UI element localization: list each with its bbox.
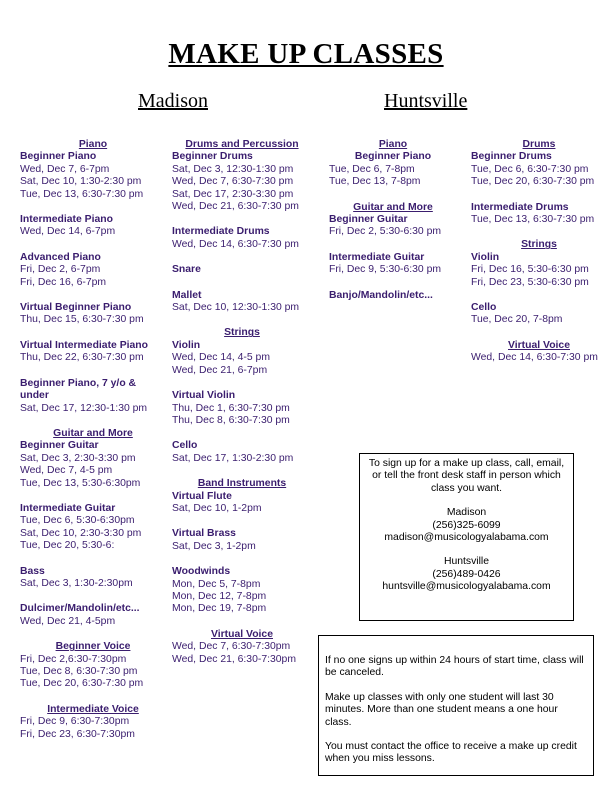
class-entry	[329, 290, 457, 302]
category-drums	[471, 139, 607, 226]
category-piano	[20, 139, 166, 415]
class-name: Bass	[20, 565, 45, 577]
class-name: Beginner Piano, 7 y/o & under	[20, 377, 137, 402]
class-name: Intermediate Guitar	[329, 251, 425, 263]
category-header: Strings	[521, 239, 557, 251]
class-entry	[20, 378, 166, 415]
category-guitar-and-more	[329, 202, 457, 302]
category-header: Beginner Voice	[55, 641, 131, 653]
category-virtual-voice	[471, 340, 607, 365]
class-time: Fri, Dec 9, 6:30-7:30pm	[20, 716, 130, 728]
class-entry	[471, 202, 607, 227]
class-name: Virtual Beginner Piano	[20, 302, 132, 314]
class-entry	[20, 252, 166, 289]
class-time: Fri, Dec 2,6:30-7:30pm	[20, 653, 127, 665]
class-time: Mon, Dec 5, 7-8pm	[172, 578, 261, 590]
signup-madison-email: madison@musicologyalabama.com	[384, 532, 549, 544]
category-band-instruments	[172, 478, 312, 616]
policy-credit: You must contact the office to receive a make up credit when you miss lessons.	[325, 741, 577, 765]
class-name: Woodwinds	[172, 566, 231, 578]
category-header: Drums and Percussion	[185, 139, 299, 150]
class-name: Advanced Piano	[20, 251, 101, 263]
madison-column-1	[20, 139, 166, 754]
class-entry	[20, 566, 166, 591]
class-entry	[20, 603, 166, 628]
class-entry	[172, 290, 312, 315]
class-time: Wed, Dec 14, 6:30-7:30 pm	[172, 238, 299, 250]
category-header: Guitar and More	[353, 201, 433, 213]
class-name: Intermediate Drums	[172, 226, 270, 238]
class-time: Sat, Dec 3, 12:30-1:30 pm	[172, 163, 294, 175]
class-entry	[172, 264, 312, 276]
category-header: Piano	[78, 139, 108, 150]
class-entry	[172, 226, 312, 251]
category-header: Intermediate Voice	[47, 703, 139, 715]
class-entry	[20, 503, 166, 553]
class-time: Wed, Dec 7, 6-7pm	[20, 163, 110, 175]
category-strings	[471, 239, 607, 326]
category-header: Drums	[522, 139, 556, 150]
class-name: Virtual Intermediate Piano	[20, 339, 148, 351]
class-name: Intermediate Drums	[471, 201, 569, 213]
class-name: Beginner Piano	[354, 151, 432, 163]
class-name: Violin	[471, 251, 500, 263]
class-time: Wed, Dec 14, 6:30-7:30 pm	[471, 352, 598, 364]
class-entry	[471, 302, 607, 327]
class-time: Tue, Dec 13, 6:30-7:30 pm	[471, 214, 595, 226]
class-entry	[172, 151, 312, 213]
policy-cancel: If no one signs up within 24 hours of start time, class will be canceled.	[325, 655, 584, 679]
class-time: Wed, Dec 7, 6:30-7:30 pm	[172, 176, 294, 188]
class-time: Sat, Dec 3, 2:30-3:30 pm	[20, 452, 136, 464]
class-time: Fri, Dec 2, 6-7pm	[20, 264, 101, 276]
madison-column-2	[172, 139, 312, 679]
class-name: Beginner Guitar	[20, 440, 99, 452]
class-time: Tue, Dec 20, 6:30-7:30 pm	[20, 678, 144, 690]
class-entry	[471, 252, 607, 289]
class-time: Sat, Dec 17, 12:30-1:30 pm	[20, 402, 148, 414]
class-time: Tue, Dec 8, 6:30-7:30 pm	[20, 666, 138, 677]
category-header: Band Instruments	[197, 478, 287, 490]
category-virtual-voice	[172, 629, 312, 666]
class-time: Tue, Dec 13, 7-8pm	[329, 176, 421, 188]
signup-info-box	[359, 453, 574, 621]
class-time: Wed, Dec 21, 6:30-7:30pm	[172, 653, 296, 665]
class-entry	[329, 252, 457, 277]
signup-huntsville-name: Huntsville	[443, 556, 490, 568]
category-beginner-voice	[20, 641, 166, 691]
class-time: Sat, Dec 3, 1-2pm	[172, 540, 256, 552]
category-drums-and-percussion	[172, 139, 312, 314]
class-time: Wed, Dec 21, 6:30-7:30 pm	[172, 201, 299, 213]
signup-madison-phone: (256)325-6099	[432, 519, 501, 531]
class-time: Tue, Dec 13, 6:30-7:30 pm	[20, 188, 144, 200]
page-title: MAKE UP CLASSES	[168, 38, 444, 70]
class-name: Beginner Guitar	[329, 214, 408, 226]
category-strings	[172, 327, 312, 465]
class-entry	[20, 716, 166, 741]
class-name: Intermediate Guitar	[20, 502, 116, 514]
category-guitar-and-more	[20, 428, 166, 628]
class-time: Sat, Dec 3, 1:30-2:30pm	[20, 577, 133, 589]
class-entry	[471, 352, 607, 364]
class-time: Fri, Dec 9, 5:30-6:30 pm	[329, 264, 442, 276]
class-time: Sat, Dec 10, 1:30-2:30 pm	[20, 176, 142, 188]
class-time: Thu, Dec 8, 6:30-7:30 pm	[172, 414, 290, 426]
class-entry	[172, 340, 312, 377]
class-name: Beginner Piano	[20, 151, 97, 163]
class-time: Tue, Dec 6, 5:30-6:30pm	[20, 515, 135, 527]
class-name: Mallet	[172, 289, 202, 301]
signup-huntsville-phone: (256)489-0426	[432, 568, 501, 580]
class-time: Tue, Dec 13, 5:30-6:30pm	[20, 477, 141, 489]
class-name: Violin	[172, 339, 201, 351]
class-entry	[20, 340, 166, 365]
class-time: Sat, Dec 10, 12:30-1:30 pm	[172, 302, 300, 314]
class-entry	[329, 151, 457, 188]
class-time: Tue, Dec 20, 5:30-6:	[20, 540, 115, 552]
class-time: Wed, Dec 21, 6-7pm	[172, 364, 268, 376]
class-time: Thu, Dec 1, 6:30-7:30 pm	[172, 402, 290, 414]
category-header: Virtual Voice	[508, 339, 570, 351]
class-name: Dulcimer/Mandolin/etc...	[20, 603, 140, 615]
policy-box	[318, 635, 594, 776]
class-entry	[172, 390, 312, 427]
class-entry	[172, 491, 312, 516]
class-time: Mon, Dec 19, 7-8pm	[172, 603, 267, 615]
class-name: Virtual Flute	[172, 490, 232, 502]
class-time: Wed, Dec 14, 4-5 pm	[172, 352, 270, 364]
huntsville-column-1	[329, 139, 457, 315]
class-time: Fri, Dec 16, 5:30-6:30 pm	[471, 264, 589, 276]
class-name: Virtual Brass	[172, 528, 236, 540]
signup-huntsville-email: huntsville@musicologyalabama.com	[382, 581, 551, 593]
class-entry	[471, 151, 607, 188]
class-time: Fri, Dec 2, 5:30-6:30 pm	[329, 226, 442, 238]
class-entry	[172, 528, 312, 553]
class-entry	[172, 641, 312, 666]
signup-intro: To sign up for a make up class, call, email, or tell the front desk staff in person which class you want.	[368, 458, 565, 494]
class-time: Tue, Dec 20, 6:30-7:30 pm	[471, 176, 595, 188]
category-header: Virtual Voice	[211, 628, 273, 640]
class-time: Thu, Dec 22, 6:30-7:30 pm	[20, 352, 144, 364]
class-time: Fri, Dec 23, 6:30-7:30pm	[20, 728, 135, 740]
class-time: Sat, Dec 17, 1:30-2:30 pm	[172, 452, 294, 464]
class-time: Wed, Dec 14, 6-7pm	[20, 226, 116, 238]
class-time: Wed, Dec 21, 4-5pm	[20, 615, 116, 627]
class-time: Mon, Dec 12, 7-8pm	[172, 590, 267, 602]
signup-madison-name: Madison	[446, 507, 487, 519]
class-name: Virtual Violin	[172, 390, 236, 402]
class-name: Intermediate Piano	[20, 214, 113, 226]
class-time: Wed, Dec 7, 4-5 pm	[20, 465, 113, 477]
class-time: Tue, Dec 20, 7-8pm	[471, 314, 563, 326]
class-time: Tue, Dec 6, 6:30-7:30 pm	[471, 163, 589, 175]
policy-duration: Make up classes with only one student will last 30 minutes. More than one student means a one hour class.	[325, 691, 558, 728]
class-time: Sat, Dec 10, 2:30-3:30 pm	[20, 527, 142, 539]
category-piano	[329, 139, 457, 189]
class-entry	[172, 566, 312, 616]
class-entry	[20, 440, 166, 490]
class-name: Snare	[172, 264, 201, 276]
class-time: Tue, Dec 6, 7-8pm	[329, 163, 415, 175]
class-name: Cello	[172, 440, 198, 452]
class-name: Beginner Drums	[471, 151, 552, 163]
class-name: Banjo/Mandolin/etc...	[329, 289, 433, 301]
class-entry	[329, 214, 457, 239]
class-entry	[20, 654, 166, 691]
category-intermediate-voice	[20, 704, 166, 741]
category-header: Strings	[224, 327, 260, 339]
class-time: Wed, Dec 7, 6:30-7:30pm	[172, 641, 291, 653]
category-header: Guitar and More	[53, 427, 133, 439]
class-entry	[20, 302, 166, 327]
class-time: Sat, Dec 17, 2:30-3:30 pm	[172, 188, 294, 200]
class-time: Fri, Dec 23, 5:30-6:30 pm	[471, 276, 589, 288]
class-time: Thu, Dec 15, 6:30-7:30 pm	[20, 314, 144, 326]
class-name: Cello	[471, 302, 497, 314]
class-entry	[20, 151, 166, 201]
class-time: Fri, Dec 16, 6-7pm	[20, 276, 107, 288]
class-time: Sat, Dec 10, 1-2pm	[172, 502, 262, 514]
huntsville-heading: Huntsville	[384, 90, 468, 112]
madison-heading: Madison	[138, 90, 208, 112]
class-entry	[172, 440, 312, 465]
huntsville-column-2	[471, 139, 607, 378]
category-header: Piano	[378, 139, 408, 150]
class-entry	[20, 214, 166, 239]
class-name: Beginner Drums	[172, 151, 253, 163]
